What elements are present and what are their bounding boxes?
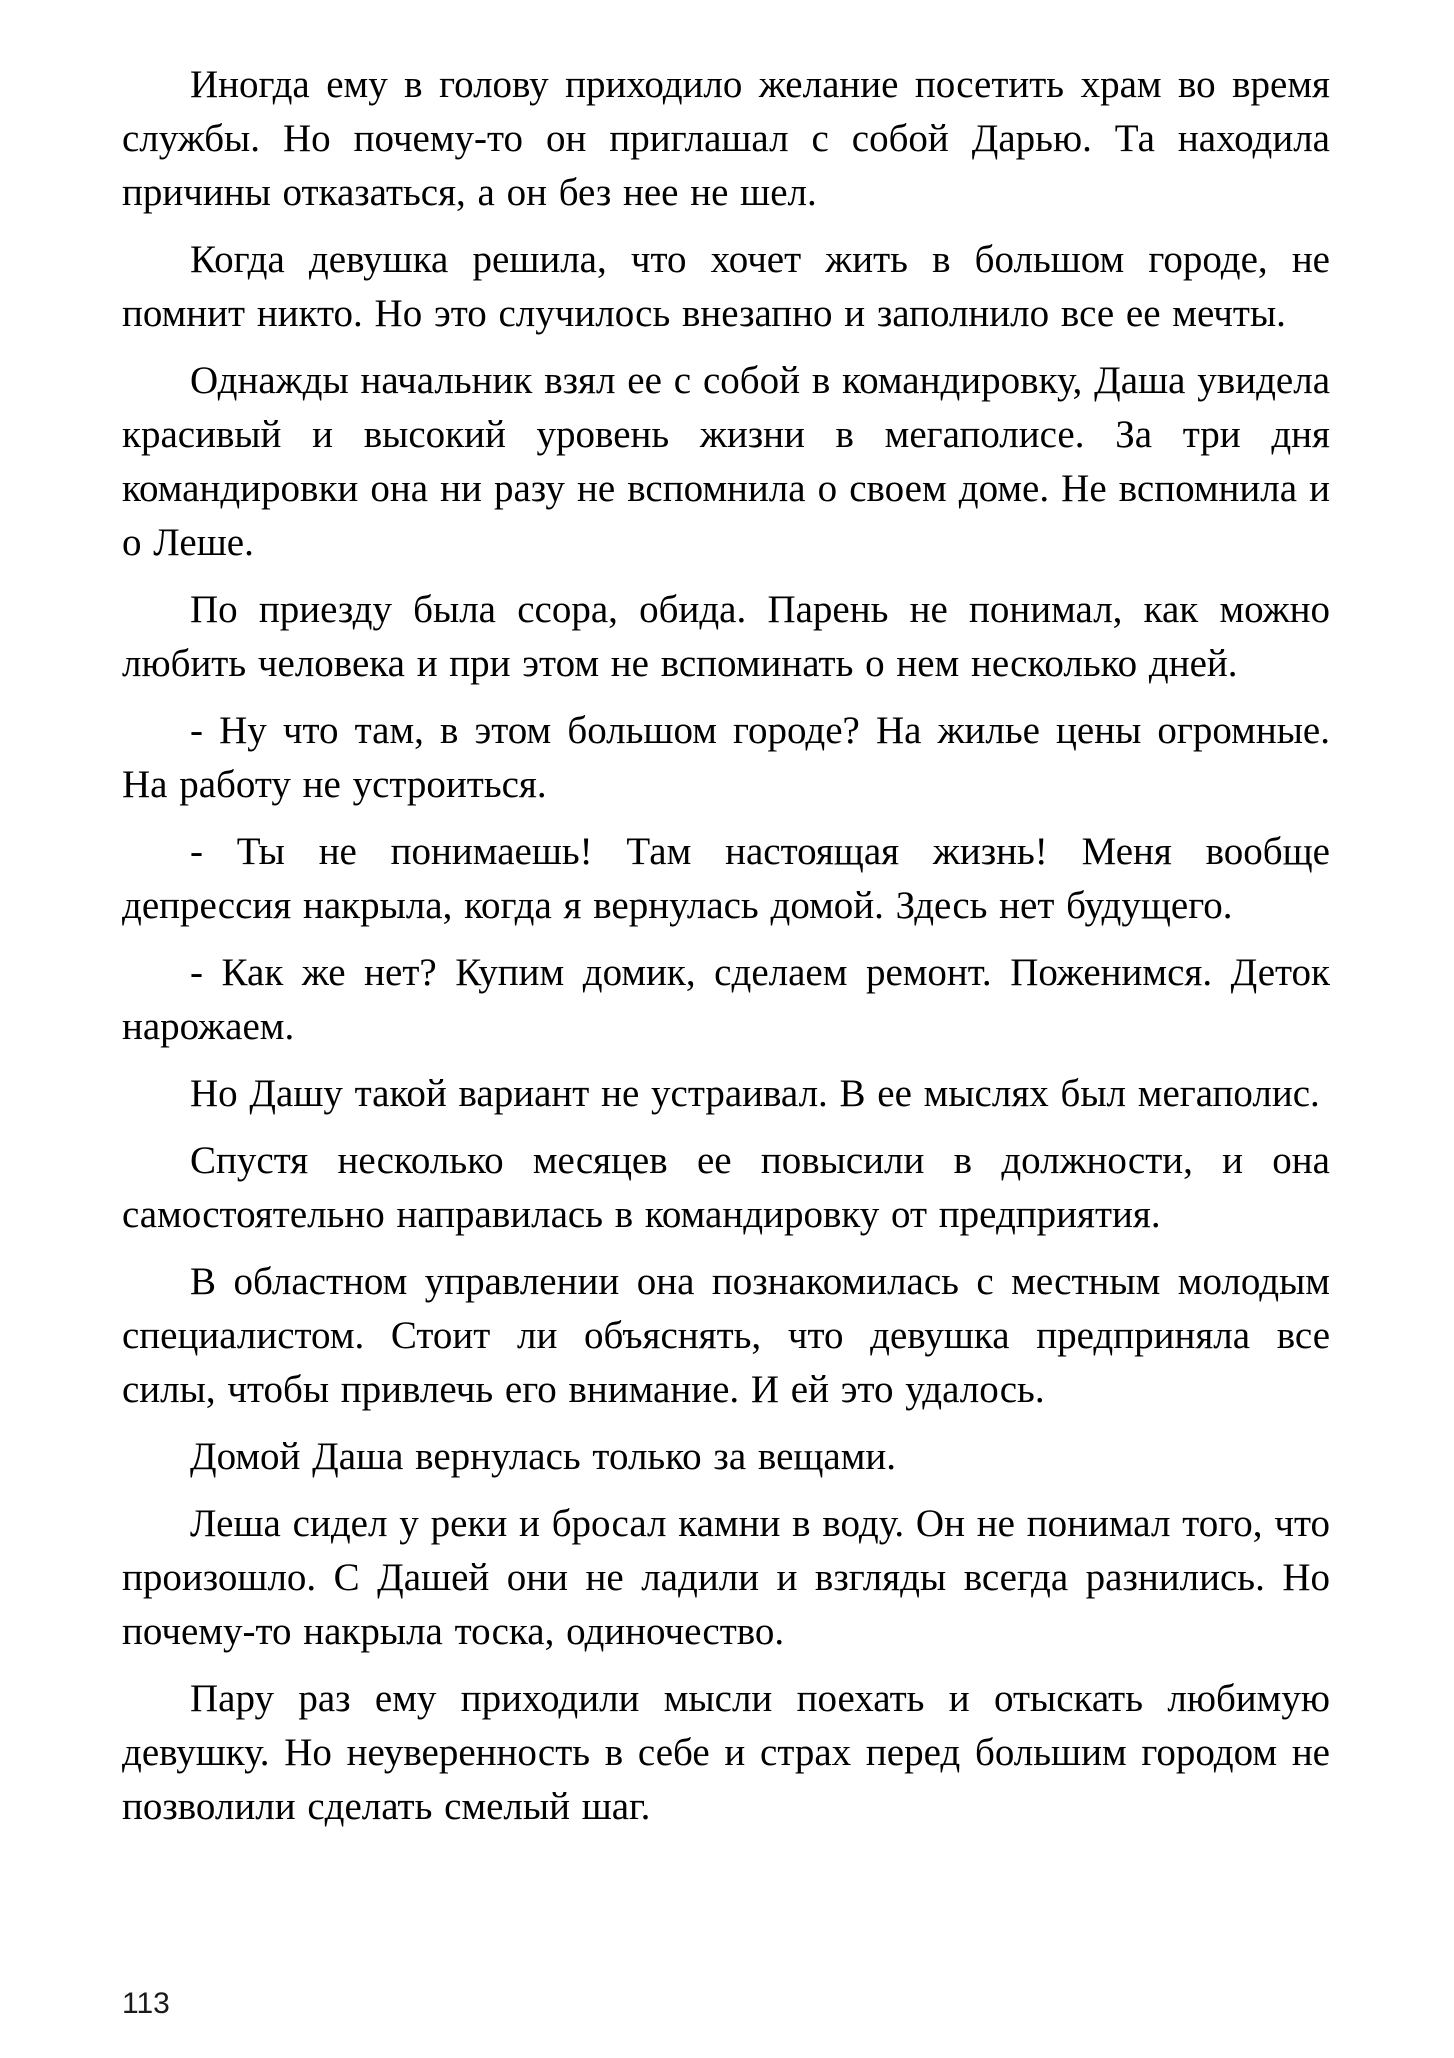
paragraph: Домой Даша вернулась только за вещами. — [190, 1435, 897, 1478]
paragraph: Леша сидел у реки и бросал камни в воду. Он не понимал того, что произошло. С Дашей они не ладили и взгляды всегда разнились. Но почему-то накрыла тоска, одиночество. — [122, 1502, 1330, 1653]
paragraph: По приезду была ссора, обида. Парень не понимал, как можно любить человека и при этом не вспоминать о нем несколько дней. — [122, 588, 1330, 685]
paragraph: - Ну что там, в этом большом городе? На жилье цены огромные. На работу не устроиться. — [122, 709, 1330, 806]
paragraph: Спустя несколько месяцев ее повысили в должности, и она самостоятельно направилась в командировку от предприятия. — [122, 1139, 1330, 1236]
paragraph: Иногда ему в голову приходило желание посетить храм во время службы. Но почему-то он приглашал с собой Дарью. Та находила причины отказаться, а он без нее не шел. — [122, 63, 1330, 214]
paragraph: - Как же нет? Купим домик, сделаем ремонт. Поженимся. Деток нарожаем. — [122, 951, 1330, 1048]
paragraph: Когда девушка решила, что хочет жить в большом городе, не помнит никто. Но это случилось внезапно и заполнило все ее мечты. — [122, 238, 1330, 335]
page-number: 113 — [122, 1987, 170, 2020]
paragraph: Однажды начальник взял ее с собой в командировку, Даша увидела красивый и высокий уровень жизни в мегаполисе. За три дня командировки она ни разу не вспомнила о своем доме. Не вспомнила и о Леше. — [122, 359, 1330, 564]
body-text — [122, 58, 1330, 1834]
paragraph: В областном управлении она познакомилась с местным молодым специалистом. Стоит ли объяснять, что девушка предприняла все силы, чтобы привлечь его внимание. И ей это удалось. — [122, 1260, 1330, 1411]
paragraph: Пару раз ему приходили мысли поехать и отыскать любимую девушку. Но неуверенность в себе и страх перед большим городом не позволили сделать смелый шаг. — [122, 1677, 1330, 1828]
paragraph: - Ты не понимаешь! Там настоящая жизнь! Меня вообще депрессия накрыла, когда я вернулась домой. Здесь нет будущего. — [122, 830, 1330, 927]
paragraph: Но Дашу такой вариант не устраивал. В ее мыслях был мегаполис. — [190, 1072, 1320, 1115]
